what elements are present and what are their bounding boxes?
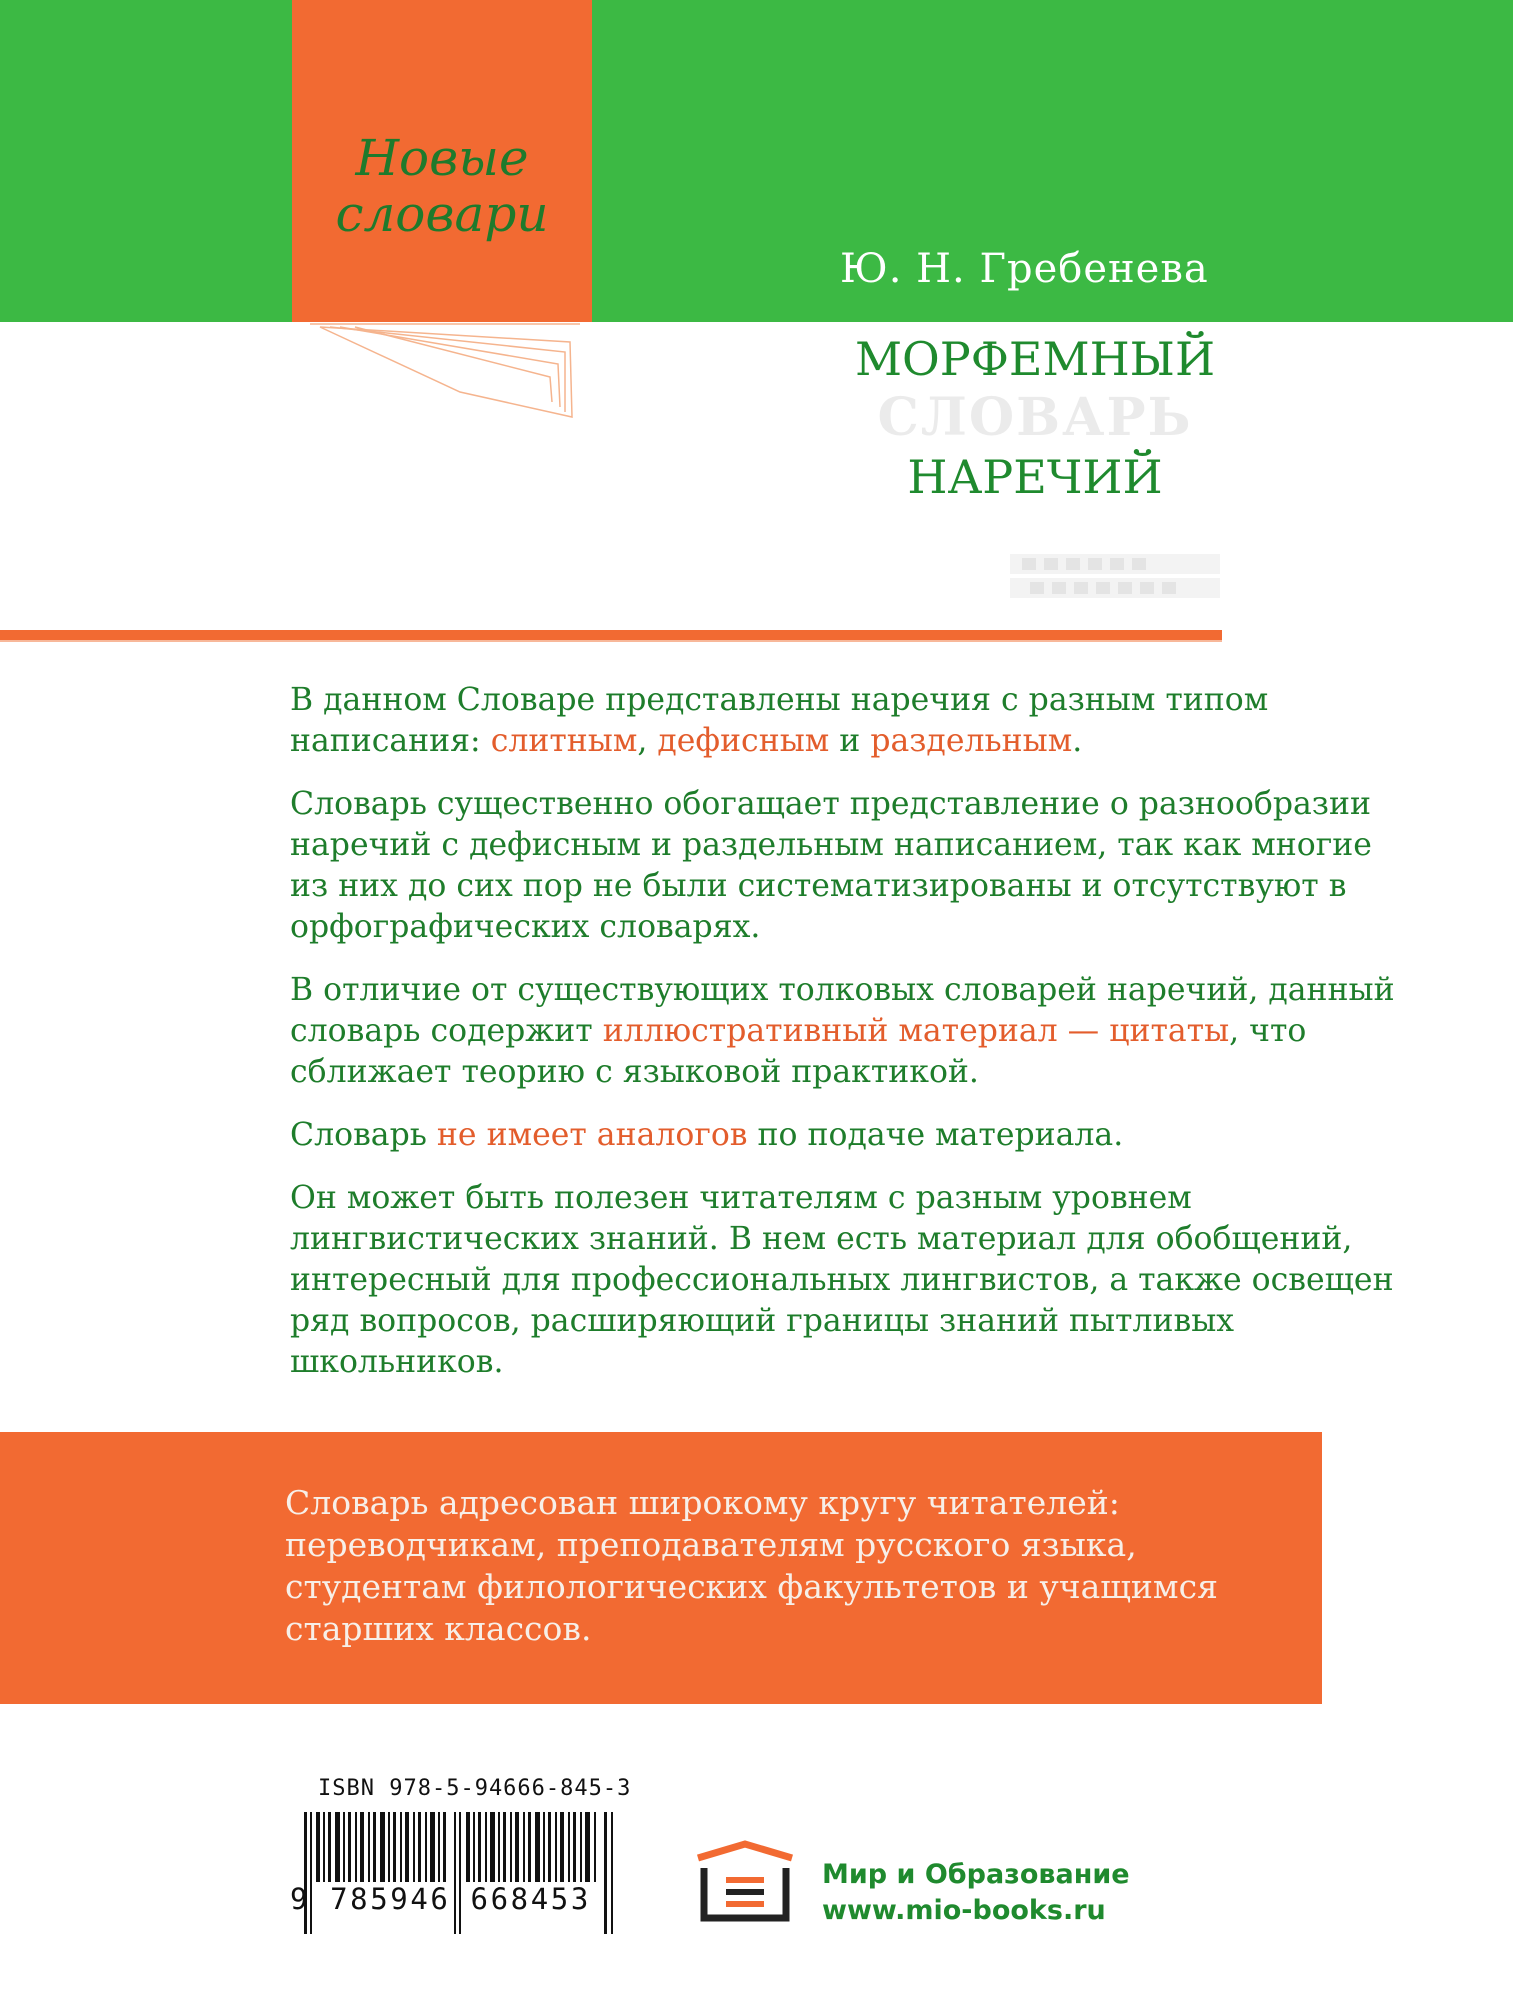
description-paragraph-2: Словарь существенно обогащает представление о разнообразии наречий с дефисным и раздельным написанием, так как многие из них до сих пор не были систематизированы и отсутствуют в орфографических словарях. [290,786,1372,945]
publisher-name: Мир и Образование [822,1859,1130,1890]
author-name: Ю. Н. Гребенева [840,246,1209,292]
section-divider [0,630,1222,642]
header-green-band [0,0,1513,322]
book-title [820,330,1250,506]
publisher [822,1857,1130,1929]
isbn-label: ISBN 978-5-94666-845-3 [318,1776,632,1801]
publisher-url: www.mio-books.ru [822,1895,1106,1926]
description-paragraph-5: Он может быть полезен читателям с разным уровнем лингвистических знаний. В нем есть материал для обобщений, интересный для профессиональных лингвистов, а также освещен ряд вопросов, расширяющий границы знаний пытливых школьников. [290,1180,1394,1380]
audience-text: Словарь адресован широкому кругу читателей: переводчикам, преподавателям русского языка, студентам филологических факультетов и учащимся старших классов. [285,1483,1218,1648]
series-title-line2: словари [335,185,549,243]
series-title [292,130,592,242]
title-line-1: МОРФЕМНЫЙ [854,332,1216,386]
highlight-no-analogues: не имеет аналогов [436,1117,748,1153]
highlight-illustrative: иллюстративный материал — цитаты [602,1013,1230,1049]
highlight-hyphenated: дефисным [657,723,830,759]
title-line-2: СЛОВАРЬ [877,387,1193,448]
description-paragraph-3: В отличие от существующих толковых словарей наречий, данный словарь содержит иллюстративный материал — цитаты, что сближает теорию с языковой практикой. [290,972,1395,1090]
highlight-separate: раздельным [870,723,1073,759]
series-title-line1: Новые [355,129,529,187]
highlight-fused: слитным [490,723,638,759]
publisher-logo-icon [690,1838,800,1930]
description [290,680,1420,1405]
description-paragraph-1: В данном Словаре представлены наречия с разным типом написания: слитным, дефисным и раздельным. [290,682,1269,759]
barcode-digits: 9 785946 668453 [290,1882,591,1916]
book-pages-icon [310,322,580,422]
description-paragraph-4: Словарь не имеет аналогов по подаче материала. [290,1117,1124,1153]
title-line-3: НАРЕЧИЙ [907,450,1163,504]
faded-title-decoration [1010,552,1220,602]
